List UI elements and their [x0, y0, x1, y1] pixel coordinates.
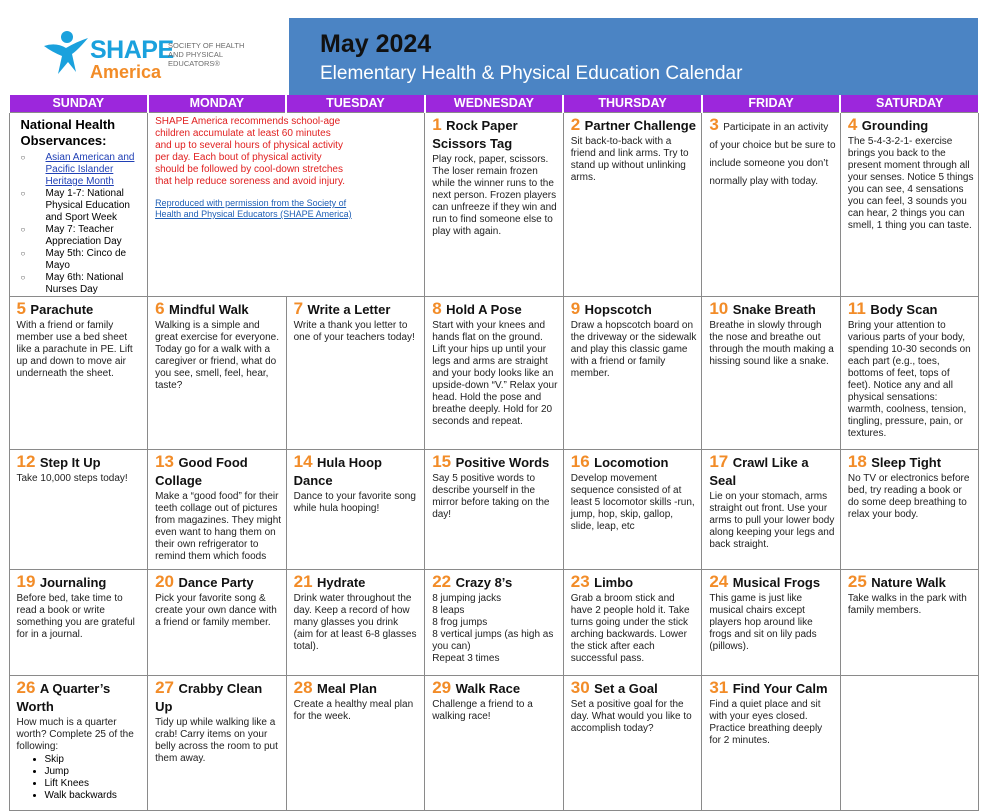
day-description: No TV or electronics before bed, try reading a book or do some deep breathing to relax your body.	[847, 473, 970, 520]
day-title: Write a Letter	[307, 302, 391, 317]
week-row-4	[9, 570, 979, 676]
day-title: Set a Goal	[594, 681, 658, 696]
day-number: 8	[432, 299, 442, 318]
activity-list	[45, 754, 144, 802]
day-number: 21	[293, 572, 313, 591]
day-number: 14	[293, 452, 313, 471]
day-description: Develop movement sequence consisted of at least 5 locomotor skills -run, jump, hop, skip, gallop, slide, leap, etc	[570, 473, 695, 532]
weekday-thursday: THURSDAY	[563, 95, 702, 113]
day-number: 1	[432, 115, 442, 134]
day-cell-20	[148, 570, 287, 676]
calendar-month-title: May 2024	[320, 30, 432, 58]
day-title: Musical Frogs	[732, 575, 821, 590]
logo-shape-text: SHAPE	[90, 36, 174, 64]
day-cell-10	[702, 297, 841, 450]
day-title: Crawl Like a Seal	[709, 455, 809, 488]
day-title: Parachute	[30, 302, 94, 317]
day-title: Hula Hoop Dance	[293, 455, 382, 488]
day-description: Set a positive goal for the day. What would you like to accomplish today?	[570, 699, 692, 734]
day-cell-12	[9, 450, 148, 570]
day-number: 15	[432, 452, 452, 471]
day-title: Meal Plan	[317, 681, 377, 696]
day-title: Sleep Tight	[871, 455, 942, 470]
day-number: 29	[432, 678, 452, 697]
day-cell-1	[425, 113, 564, 297]
day-number: 18	[847, 452, 867, 471]
day-cell-2	[563, 113, 702, 297]
day-title: Grounding	[861, 118, 929, 133]
day-title: Hopscotch	[584, 302, 652, 317]
day-title: Crazy 8’s	[455, 575, 513, 590]
logo-america-text: America	[90, 62, 162, 82]
day-title: Nature Walk	[871, 575, 946, 590]
day-cell-11	[840, 297, 979, 450]
day-cell-6	[148, 297, 287, 450]
day-title: Find Your Calm	[732, 681, 828, 696]
calendar-header	[0, 0, 998, 95]
day-number: 7	[293, 299, 304, 318]
day-number: 13	[155, 452, 174, 471]
day-description: Bring your attention to various parts of your body, spending 10-30 seconds on each part (e.g., toes, bottoms of feet, tops of feet). Notice any and all physical sensations: warmth, coolness, tension, tingling, pressure, pain, or textures.	[847, 320, 971, 439]
day-cell-23	[563, 570, 702, 676]
day-number: 17	[709, 452, 729, 471]
day-description: Breathe in slowly through the nose and breathe out through the mouth making a hissing sound like a snake.	[709, 320, 834, 367]
observance-item: ○ May 7: Teacher Appreciation Day	[21, 224, 144, 248]
day-cell-16	[563, 450, 702, 570]
day-number: 24	[709, 572, 729, 591]
day-cell-3	[702, 113, 841, 297]
day-number: 11	[847, 299, 866, 318]
day-title: Positive Words	[455, 455, 550, 470]
observance-item: ○ May 6th: National Nurses Day	[21, 272, 144, 296]
observance-link[interactable]: Asian American and Pacific Islander Heritage Month	[45, 152, 135, 187]
day-number: 6	[155, 299, 165, 318]
day-description: The 5-4-3-2-1- exercise brings you back to the present moment through all your senses. Notice 5 things you can see, 4 sensations you can feel, 3 sounds you can hear, 2 things you can smell, 1 thing you can taste.	[847, 136, 974, 231]
day-number: 4	[847, 115, 858, 134]
day-description: With a friend or family member use a bed sheet like a parachute in PE. Lift up and down to move air underneath the sheet.	[16, 320, 133, 379]
day-number: 26	[16, 678, 36, 697]
day-description: 8 jumping jacks 8 leaps 8 frog jumps 8 vertical jumps (as high as you can) Repeat 3 times	[432, 593, 554, 664]
week-row-3	[9, 450, 979, 570]
day-description: Take walks in the park with family members.	[847, 593, 967, 616]
weekday-saturday: SATURDAY	[840, 95, 979, 113]
day-number: 20	[155, 572, 174, 591]
day-cell-13	[148, 450, 287, 570]
day-number: 31	[709, 678, 729, 697]
weekday-monday: MONDAY	[148, 95, 287, 113]
day-description: Start with your knees and hands flat on the ground. Lift your hips up until your legs and arms are straight and your body looks like an upside-down “V.” Relax your head. Hold the pose and breathe deeply. Hold for 20 seconds and repeat.	[432, 320, 558, 427]
day-description: Before bed, take time to read a book or write something you are grateful for in a journal.	[16, 593, 135, 640]
day-description: This game is just like musical chairs except players hop around like frogs and sit on lily pads (pillows).	[709, 593, 817, 652]
day-description: Participate in an activity of your choice but be sure to include someone you don’t normally play with today.	[709, 122, 836, 187]
week-row-5	[9, 676, 979, 811]
recommendation-cell	[148, 113, 425, 297]
day-number: 28	[293, 678, 313, 697]
weekday-wednesday: WEDNESDAY	[425, 95, 564, 113]
day-title: Mindful Walk	[168, 302, 249, 317]
day-cell-24	[702, 570, 841, 676]
day-title: Partner Challenge	[584, 118, 696, 133]
day-cell-30	[563, 676, 702, 811]
day-description: Tidy up while walking like a crab! Carry items on your belly across the room to put them away.	[155, 717, 278, 764]
day-description: Walking is a simple and great exercise for everyone. Today go for a walk with a caregiver or friend, what do you see, smell, feel, hear, taste?	[155, 320, 280, 391]
day-cell-28	[286, 676, 425, 811]
title-banner	[289, 18, 978, 95]
day-number: 16	[570, 452, 590, 471]
day-title: Snake Breath	[732, 302, 816, 317]
day-description: Challenge a friend to a walking race!	[432, 699, 533, 722]
day-title: Good Food Collage	[155, 455, 248, 488]
day-number: 9	[570, 299, 581, 318]
day-title: A Quarter’s Worth	[16, 681, 111, 714]
day-cell-27	[148, 676, 287, 811]
list-item: • Lift Knees	[45, 778, 144, 790]
logo-society-text: SOCIETY OF HEALTH AND PHYSICAL EDUCATORS®	[168, 41, 245, 68]
empty-cell	[840, 676, 979, 811]
day-description: Drink water throughout the day. Keep a record of how many glasses you drink (aim for at least 6-8 glasses total).	[293, 593, 417, 652]
day-description: Lie on your stomach, arms straight out front. Use your arms to pull your lower body along keeping your legs and back straight.	[709, 491, 835, 550]
day-cell-31	[702, 676, 841, 811]
day-number: 2	[570, 115, 581, 134]
day-description: Say 5 positive words to describe yourself in the mirror before taking on the day!	[432, 473, 550, 520]
day-title: Hydrate	[317, 575, 366, 590]
shape-figure-icon	[40, 28, 92, 80]
day-cell-29	[425, 676, 564, 811]
day-title: Rock Paper Scissors Tag	[432, 118, 518, 151]
day-title: Hold A Pose	[446, 302, 522, 317]
day-description: Find a quiet place and sit with your eyes closed. Practice breathing deeply for 2 minutes.	[709, 699, 823, 746]
day-title: Body Scan	[870, 302, 938, 317]
day-description: Sit back-to-back with a friend and link arms. Try to stand up without unlinking arms.	[570, 136, 689, 183]
observance-item: ○ May 1-7: National Physical Education and Sport Week	[21, 188, 144, 224]
day-title: Dance Party	[178, 575, 254, 590]
day-title: Step It Up	[39, 455, 101, 470]
day-cell-7	[286, 297, 425, 450]
day-description: Play rock, paper, scissors. The loser remain frozen while the winner runs to the next person. Frozen players can unfreeze if they win and run to find someone else to play with again.	[432, 154, 557, 237]
day-number: 27	[155, 678, 174, 697]
day-cell-14	[286, 450, 425, 570]
day-cell-19	[9, 570, 148, 676]
day-number: 12	[16, 452, 36, 471]
day-cell-9	[563, 297, 702, 450]
day-number: 19	[16, 572, 36, 591]
day-number: 10	[709, 299, 729, 318]
day-number: 30	[570, 678, 590, 697]
day-description: How much is a quarter worth? Complete 25 of the following:	[16, 717, 134, 752]
day-cell-22	[425, 570, 564, 676]
day-description: Draw a hopscotch board on the driveway or the sidewalk and play this classic game with a friend or family member.	[570, 320, 697, 379]
day-cell-21	[286, 570, 425, 676]
week-row-2	[9, 297, 979, 450]
day-title: Walk Race	[455, 681, 521, 696]
weekday-header-row	[9, 95, 979, 113]
observances-cell	[9, 113, 148, 297]
weekday-sunday: SUNDAY	[9, 95, 148, 113]
day-description: Pick your favorite song & create your own dance with a friend or family member.	[155, 593, 277, 628]
day-description: Grab a broom stick and have 2 people hold it. Take turns going under the stick arching backwards. Lower the stick after each successful pass.	[570, 593, 690, 664]
shape-america-logo	[40, 28, 290, 88]
day-title: Journaling	[39, 575, 107, 590]
day-number: 23	[570, 572, 590, 591]
day-title: Crabby Clean Up	[155, 681, 263, 714]
observances-title: National Health Observances:	[20, 117, 116, 148]
weekday-friday: FRIDAY	[702, 95, 841, 113]
observances-list	[21, 152, 144, 296]
day-cell-8	[425, 297, 564, 450]
list-item: • Skip	[45, 754, 144, 766]
weekday-tuesday: TUESDAY	[286, 95, 425, 113]
recommendation-text: SHAPE America recommends school-age children accumulate at least 60 minutes and up to several hours of physical activity per day. Each bout of physical activity should be followed by cool-down stretches that help reduce soreness and avoid injury.	[155, 116, 345, 187]
day-description: Dance to your favorite song while hula hooping!	[293, 491, 416, 514]
permission-link[interactable]: Reproduced with permission from the Society of Health and Physical Educators (SHAPE America)	[155, 198, 352, 219]
calendar-grid	[8, 95, 980, 811]
day-cell-4	[840, 113, 979, 297]
day-title: Limbo	[594, 575, 634, 590]
day-number: 25	[847, 572, 867, 591]
day-cell-17	[702, 450, 841, 570]
calendar-subtitle: Elementary Health & Physical Education Calendar	[320, 63, 743, 84]
observance-item: ○ May 5th: Cinco de Mayo	[21, 248, 144, 272]
day-description: Make a “good food” for their teeth collage out of pictures from magazines. They might even want to hang them on their own refrigerator to remind them which foods	[155, 491, 282, 562]
day-number: 5	[16, 299, 26, 318]
day-description: Write a thank you letter to one of your teachers today!	[293, 320, 415, 343]
list-item: • Jump	[45, 766, 144, 778]
day-cell-18	[840, 450, 979, 570]
day-cell-15	[425, 450, 564, 570]
day-number: 22	[432, 572, 452, 591]
week-row-1	[9, 113, 979, 297]
day-title: Locomotion	[594, 455, 669, 470]
day-description: Take 10,000 steps today!	[16, 473, 128, 484]
day-number: 3	[709, 115, 719, 134]
day-description: Create a healthy meal plan for the week.	[293, 699, 414, 722]
list-item: • Walk backwards	[45, 790, 144, 802]
day-cell-5	[9, 297, 148, 450]
observance-item[interactable]	[21, 152, 144, 188]
day-cell-25	[840, 570, 979, 676]
day-cell-26	[9, 676, 148, 811]
